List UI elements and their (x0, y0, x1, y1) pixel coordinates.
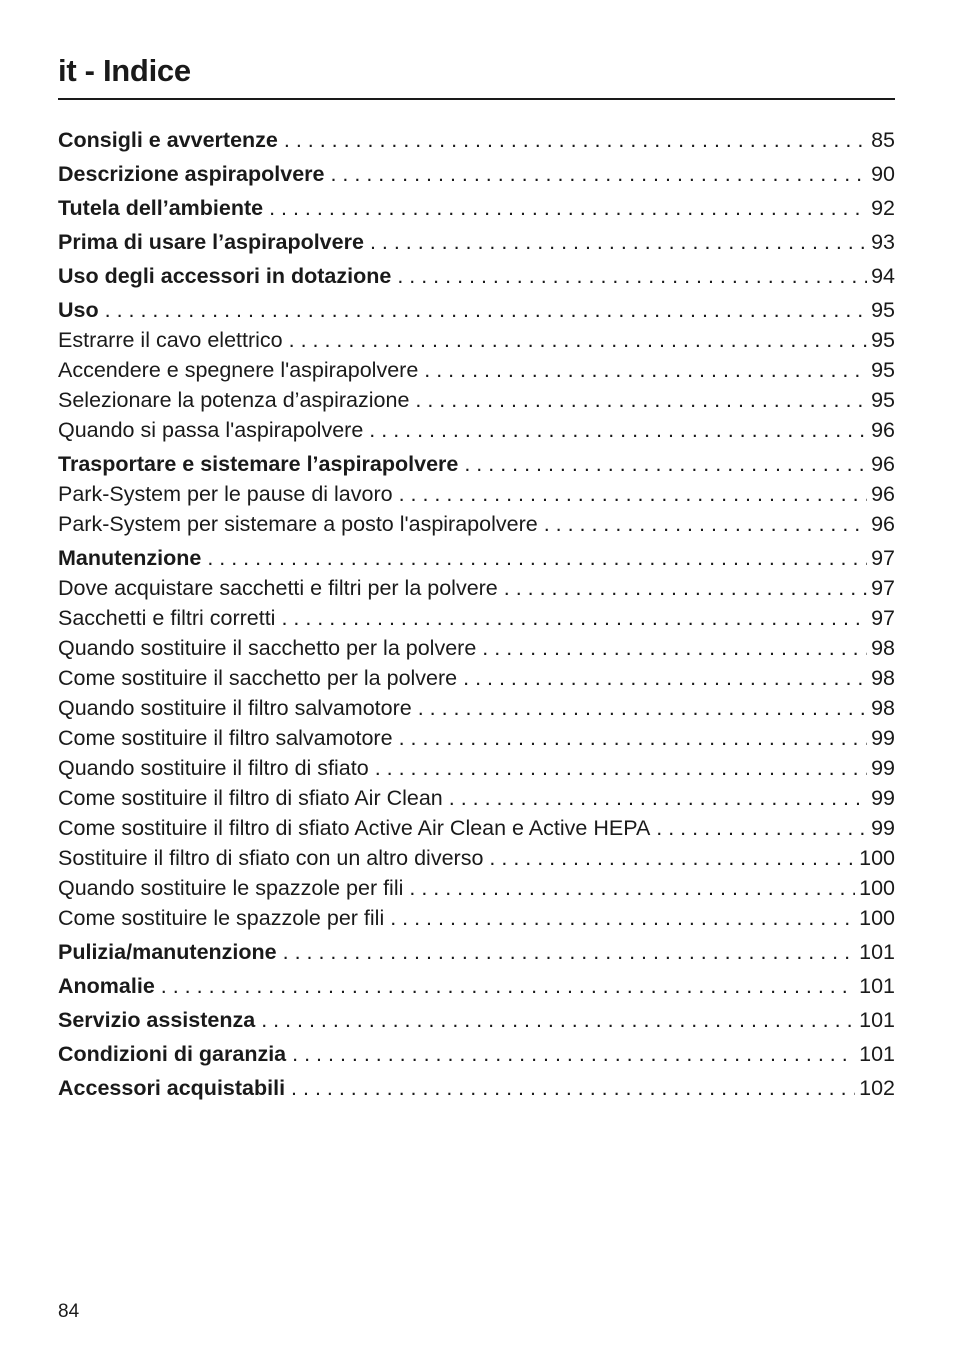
dot-leader (482, 633, 867, 663)
toc-entry-label: Sacchetti e filtri corretti (58, 606, 276, 630)
toc-section-entry[interactable] (58, 1073, 895, 1103)
toc-entry-label: Manutenzione (58, 546, 202, 570)
toc-subsection-entry[interactable] (58, 603, 895, 633)
toc-entry-label: Servizio assistenza (58, 1008, 256, 1032)
dot-leader (330, 159, 867, 189)
dot-leader (207, 543, 867, 573)
dot-leader (390, 903, 855, 933)
toc-entry-page-number: 101 (859, 974, 895, 998)
toc-subsection-entry[interactable] (58, 843, 895, 873)
toc-entry-page-number: 96 (871, 418, 895, 442)
toc-entry-label: Quando si passa l'aspirapolvere (58, 418, 364, 442)
toc-entry-label: Uso degli accessori in dotazione (58, 264, 392, 288)
toc-entry-label: Quando sostituire il sacchetto per la polvere (58, 636, 477, 660)
dot-leader (289, 325, 867, 355)
toc-entry-label: Come sostituire le spazzole per fili (58, 906, 385, 930)
toc-entry-label: Quando sostituire le spazzole per fili (58, 876, 404, 900)
toc-entry-page-number: 92 (871, 196, 895, 220)
table-of-contents (58, 125, 895, 1103)
toc-subsection-entry[interactable] (58, 355, 895, 385)
toc-entry-page-number: 100 (859, 846, 895, 870)
toc-entry-label: Quando sostituire il filtro di sfiato (58, 756, 369, 780)
toc-entry-label: Pulizia/manutenzione (58, 940, 277, 964)
toc-entry-label: Come sostituire il filtro salvamotore (58, 726, 393, 750)
toc-entry-page-number: 100 (859, 906, 895, 930)
toc-section-entry[interactable] (58, 261, 895, 291)
toc-entry-page-number: 98 (871, 666, 895, 690)
dot-leader (369, 415, 867, 445)
toc-entry-label: Trasportare e sistemare l’aspirapolvere (58, 452, 459, 476)
toc-subsection-entry[interactable] (58, 873, 895, 903)
dot-leader (418, 693, 867, 723)
toc-entry-page-number: 97 (871, 546, 895, 570)
toc-entry-page-number: 99 (871, 756, 895, 780)
toc-subsection-entry[interactable] (58, 663, 895, 693)
dot-leader (283, 937, 856, 967)
toc-entry-page-number: 97 (871, 606, 895, 630)
dot-leader (375, 753, 867, 783)
toc-subsection-entry[interactable] (58, 415, 895, 445)
dot-leader (656, 813, 867, 843)
toc-entry-page-number: 98 (871, 636, 895, 660)
toc-entry-page-number: 94 (871, 264, 895, 288)
dot-leader (291, 1073, 855, 1103)
dot-leader (489, 843, 855, 873)
toc-entry-label: Prima di usare l’aspirapolvere (58, 230, 364, 254)
toc-entry-page-number: 95 (871, 298, 895, 322)
toc-entry-page-number: 90 (871, 162, 895, 186)
toc-entry-page-number: 101 (859, 1042, 895, 1066)
toc-subsection-entry[interactable] (58, 903, 895, 933)
toc-section-entry[interactable] (58, 449, 895, 479)
toc-section-entry[interactable] (58, 543, 895, 573)
dot-leader (463, 663, 867, 693)
dot-leader (105, 295, 867, 325)
dot-leader (544, 509, 867, 539)
toc-entry-page-number: 100 (859, 876, 895, 900)
toc-section-entry[interactable] (58, 227, 895, 257)
toc-entry-page-number: 95 (871, 358, 895, 382)
toc-entry-page-number: 93 (871, 230, 895, 254)
toc-subsection-entry[interactable] (58, 325, 895, 355)
toc-subsection-entry[interactable] (58, 479, 895, 509)
toc-subsection-entry[interactable] (58, 753, 895, 783)
dot-leader (284, 125, 867, 155)
dot-leader (504, 573, 867, 603)
toc-entry-page-number: 102 (859, 1076, 895, 1100)
dot-leader (399, 479, 867, 509)
dot-leader (269, 193, 867, 223)
toc-entry-label: Come sostituire il sacchetto per la polvere (58, 666, 458, 690)
page-number: 84 (58, 1301, 80, 1322)
toc-section-entry[interactable] (58, 937, 895, 967)
toc-subsection-entry[interactable] (58, 723, 895, 753)
toc-entry-label: Dove acquistare sacchetti e filtri per la polvere (58, 576, 498, 600)
toc-section-entry[interactable] (58, 295, 895, 325)
title-divider (58, 98, 895, 100)
dot-leader (409, 873, 855, 903)
toc-subsection-entry[interactable] (58, 813, 895, 843)
dot-leader (161, 971, 855, 1001)
toc-section-entry[interactable] (58, 971, 895, 1001)
toc-subsection-entry[interactable] (58, 385, 895, 415)
toc-entry-page-number: 101 (859, 940, 895, 964)
toc-entry-label: Condizioni di garanzia (58, 1042, 287, 1066)
toc-entry-page-number: 98 (871, 696, 895, 720)
toc-entry-label: Come sostituire il filtro di sfiato Active Air Clean e Active HEPA (58, 816, 651, 840)
toc-subsection-entry[interactable] (58, 693, 895, 723)
toc-entry-label: Uso (58, 298, 99, 322)
toc-entry-page-number: 85 (871, 128, 895, 152)
toc-section-entry[interactable] (58, 125, 895, 155)
toc-entry-label: Tutela dell’ambiente (58, 196, 264, 220)
toc-entry-page-number: 99 (871, 816, 895, 840)
dot-leader (281, 603, 867, 633)
toc-entry-label: Estrarre il cavo elettrico (58, 328, 283, 352)
dot-leader (449, 783, 867, 813)
dot-leader (397, 261, 867, 291)
toc-entry-page-number: 99 (871, 726, 895, 750)
toc-entry-label: Descrizione aspirapolvere (58, 162, 325, 186)
toc-entry-page-number: 95 (871, 328, 895, 352)
toc-section-entry[interactable] (58, 1005, 895, 1035)
toc-section-entry[interactable] (58, 1039, 895, 1069)
toc-entry-page-number: 96 (871, 452, 895, 476)
toc-entry-page-number: 96 (871, 512, 895, 536)
toc-entry-label: Park-System per sistemare a posto l'aspirapolvere (58, 512, 538, 536)
toc-entry-label: Consigli e avvertenze (58, 128, 278, 152)
dot-leader (399, 723, 868, 753)
dot-leader (370, 227, 867, 257)
toc-entry-page-number: 95 (871, 388, 895, 412)
toc-entry-label: Quando sostituire il filtro salvamotore (58, 696, 412, 720)
toc-entry-label: Come sostituire il filtro di sfiato Air Clean (58, 786, 443, 810)
toc-entry-label: Accessori acquistabili (58, 1076, 286, 1100)
dot-leader (415, 385, 867, 415)
toc-entry-page-number: 96 (871, 482, 895, 506)
dot-leader (292, 1039, 855, 1069)
toc-entry-label: Anomalie (58, 974, 155, 998)
toc-entry-label: Accendere e spegnere l'aspirapolvere (58, 358, 419, 382)
page-title: it - Indice (58, 53, 191, 88)
toc-subsection-entry[interactable] (58, 783, 895, 813)
toc-entry-page-number: 99 (871, 786, 895, 810)
toc-entry-label: Selezionare la potenza d’aspirazione (58, 388, 410, 412)
toc-entry-label: Park-System per le pause di lavoro (58, 482, 393, 506)
toc-subsection-entry[interactable] (58, 509, 895, 539)
dot-leader (424, 355, 867, 385)
toc-subsection-entry[interactable] (58, 633, 895, 663)
toc-section-entry[interactable] (58, 193, 895, 223)
dot-leader (261, 1005, 855, 1035)
toc-entry-label: Sostituire il filtro di sfiato con un altro diverso (58, 846, 484, 870)
toc-entry-page-number: 97 (871, 576, 895, 600)
toc-subsection-entry[interactable] (58, 573, 895, 603)
dot-leader (464, 449, 867, 479)
toc-section-entry[interactable] (58, 159, 895, 189)
toc-entry-page-number: 101 (859, 1008, 895, 1032)
